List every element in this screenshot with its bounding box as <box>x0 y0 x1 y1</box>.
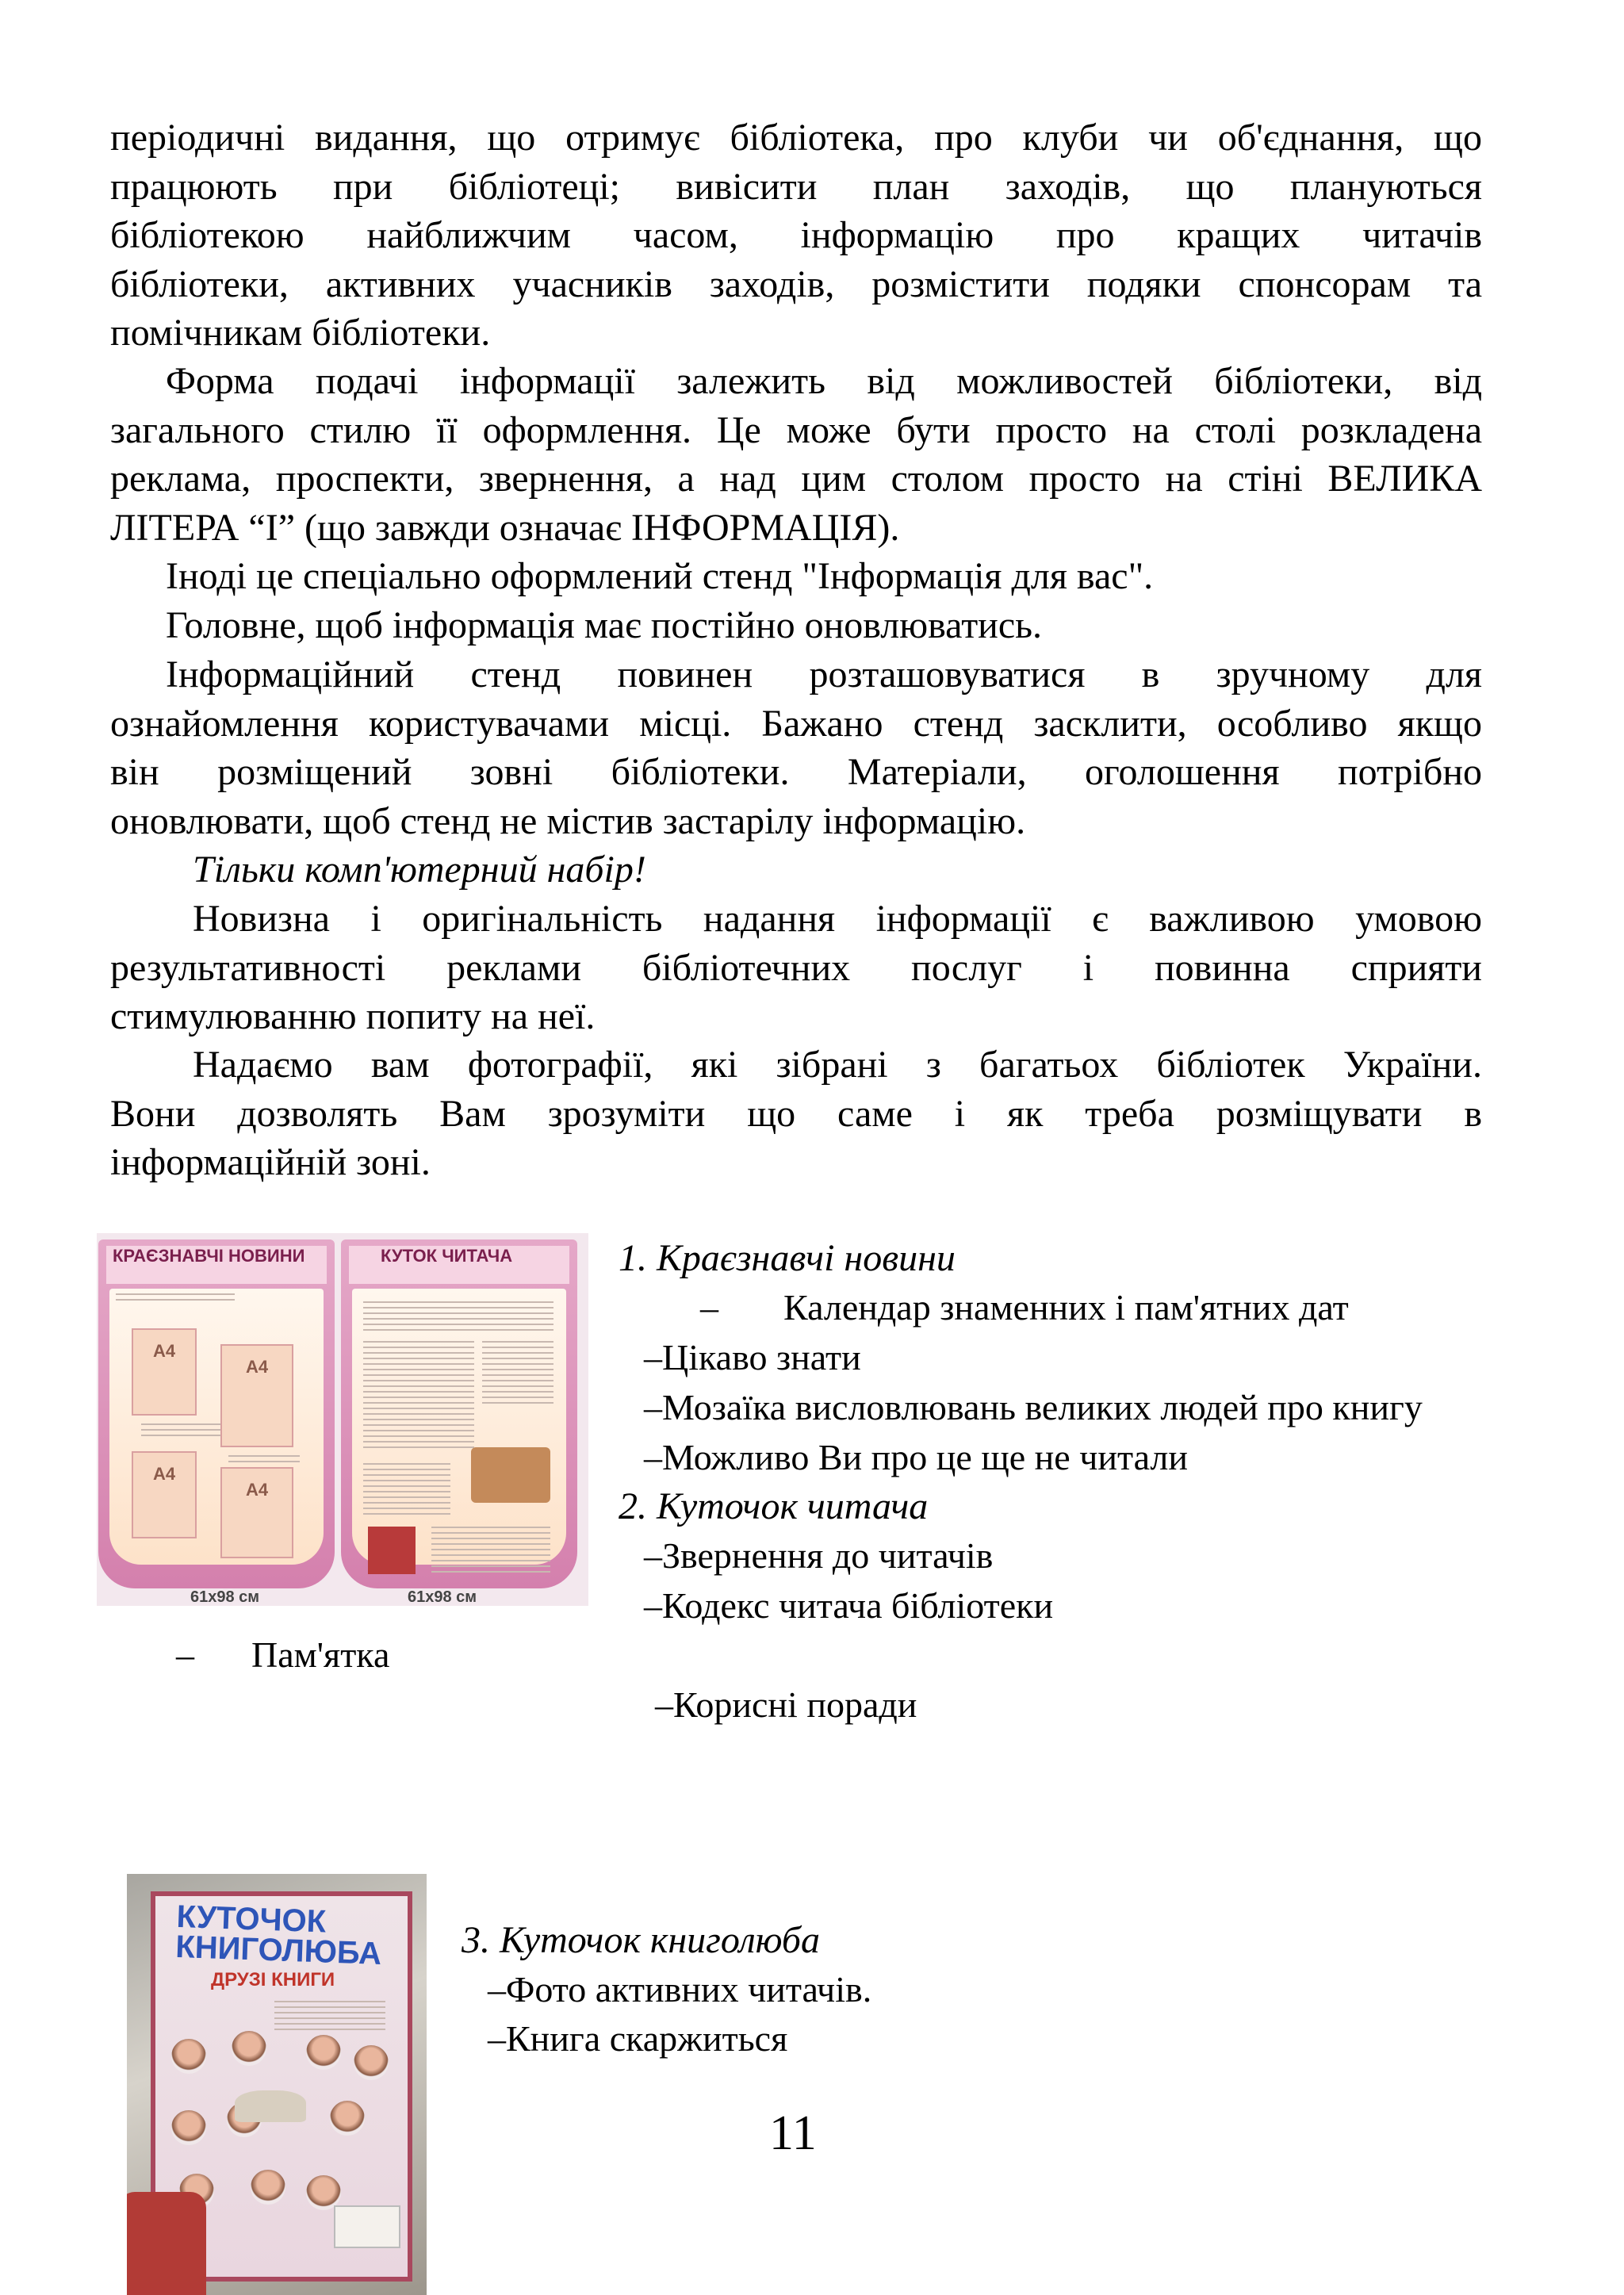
list-item <box>488 2016 787 2062</box>
page-number: 11 <box>769 2106 817 2160</box>
list-item-text: Звернення до читачів <box>662 1535 994 1576</box>
stand-panel-left <box>98 1239 335 1588</box>
a4-slot: А4 <box>132 1328 197 1416</box>
list-item <box>488 1967 871 2013</box>
list-item <box>655 1682 917 1728</box>
stand-right-title: КУТОК ЧИТАЧА <box>349 1246 569 1284</box>
italic-note <box>110 845 1482 895</box>
list-item-text: Календар знаменних і пам'ятних дат <box>783 1287 1349 1328</box>
stand-left-title: КРАЄЗНАВЧІ НОВИНИ <box>106 1246 327 1284</box>
list-item-text: Книга скаржиться <box>506 2018 788 2059</box>
stand-image <box>97 1233 588 1606</box>
text-line: Форма подачі інформації залежить від можливостей бібліотеки, від <box>166 360 1482 402</box>
dash: – <box>488 1969 506 2010</box>
photo-chair <box>127 2192 206 2295</box>
dash: – <box>176 1634 194 1675</box>
text-line: він розміщений зовні бібліотеки. Матеріали, оголошення потрібно <box>110 751 1482 793</box>
text-line: ЛІТЕРА “І” (що завжди означає ІНФОРМАЦІЯ). <box>110 506 900 549</box>
text-line: бібліотеки, активних учасників заходів, розмістити подяки спонсорам та <box>110 262 1482 305</box>
list-item-text: Пам'ятка <box>251 1634 390 1675</box>
text-line: ознайомлення користувачами місці. Бажано стенд засклити, особливо якщо <box>110 702 1482 745</box>
text-line: результативності реклами бібліотечних послуг і повинна сприяти <box>110 946 1482 989</box>
list-item <box>644 1583 1053 1629</box>
dash: – <box>644 1387 662 1427</box>
list-item <box>644 1533 993 1579</box>
text-line: Вони дозволять Вам зрозуміти що саме і як треба розміщувати в <box>110 1092 1482 1135</box>
dash: – <box>700 1287 718 1328</box>
dash: – <box>644 1585 662 1626</box>
photo-title: КУТОЧОК КНИГОЛЮБА <box>174 1898 382 1971</box>
a4-slot: А4 <box>132 1451 197 1538</box>
reading-corner-photo <box>127 1874 427 2295</box>
list-item-text: Кодекс читача бібліотеки <box>662 1585 1054 1626</box>
paragraph-4 <box>110 601 1482 650</box>
text-line: Тільки комп'ютерний набір! <box>193 849 646 891</box>
dash: – <box>644 1535 662 1576</box>
text-line: Інформаційний стенд повинен розташовуватися в зручному для <box>166 653 1482 695</box>
paragraph-5 <box>110 650 1482 845</box>
stand-panel-right <box>341 1239 577 1588</box>
text-line: помічникам бібліотеки. <box>110 312 491 354</box>
a4-slot: А4 <box>220 1467 293 1558</box>
list-item-text: Фото активних читачів. <box>506 1969 872 2010</box>
list3-heading: 3. Куточок книголюба <box>462 1919 820 1961</box>
photo-subtitle: ДРУЗІ КНИГИ <box>211 1969 335 1990</box>
dash: – <box>488 2018 506 2059</box>
list-item-text: Можливо Ви про це ще не читали <box>662 1437 1189 1477</box>
list-item <box>700 1285 1349 1331</box>
paragraph-1 <box>110 113 1482 358</box>
text-line: бібліотекою найближчим часом, інформацію про кращих читачів <box>110 214 1482 256</box>
dash: – <box>655 1684 673 1725</box>
text-line: Новизна і оригінальність надання інформації є важливою умовою <box>193 898 1482 940</box>
dash: – <box>644 1337 662 1377</box>
paragraph-7 <box>110 895 1482 1041</box>
list-item-text: Мозаїка висловлювань великих людей про книгу <box>662 1387 1423 1427</box>
list-item <box>644 1335 861 1381</box>
paragraph-8 <box>110 1040 1482 1187</box>
text-line: Головне, щоб інформація має постійно оновлюватись. <box>166 604 1043 646</box>
text-line: оновлювати, щоб стенд не містив застарілу інформацію. <box>110 799 1026 842</box>
stand-size-label: 61х98 см <box>408 1588 477 1606</box>
text-line: загального стилю її оформлення. Це може бути просто на столі розкладена <box>110 408 1482 451</box>
paragraph-3 <box>110 552 1482 601</box>
dash: – <box>644 1437 662 1477</box>
a4-slot: А4 <box>220 1344 293 1447</box>
list2-heading: 2. Куточок читача <box>619 1485 929 1527</box>
stand-size-label: 61х98 см <box>190 1588 260 1606</box>
text-line: інформаційній зоні. <box>110 1141 431 1183</box>
list-item <box>644 1385 1423 1431</box>
text-line: стимулюванню попиту на неї. <box>110 995 596 1037</box>
text-line: Іноді це спеціально оформлений стенд "Інформація для вас". <box>166 555 1154 597</box>
text-line: періодичні видання, що отримує бібліотека, про клуби чи об'єднання, що <box>110 117 1482 159</box>
list-item-text: Цікаво знати <box>662 1337 861 1377</box>
text-line: працюють при бібліотеці; вивісити план заходів, що плануються <box>110 165 1482 208</box>
text-line: Надаємо вам фотографії, які зібрані з багатьох бібліотек України. <box>193 1044 1482 1086</box>
paragraph-2 <box>110 357 1482 552</box>
list-item <box>644 1435 1188 1481</box>
list-item <box>176 1632 389 1678</box>
list-item-text: Корисні поради <box>673 1684 917 1725</box>
text-line: реклама, проспекти, звернення, а над цим столом просто на стіні ВЕЛИКА <box>110 458 1482 500</box>
list1-heading: 1. Краєзнавчі новини <box>619 1237 956 1279</box>
